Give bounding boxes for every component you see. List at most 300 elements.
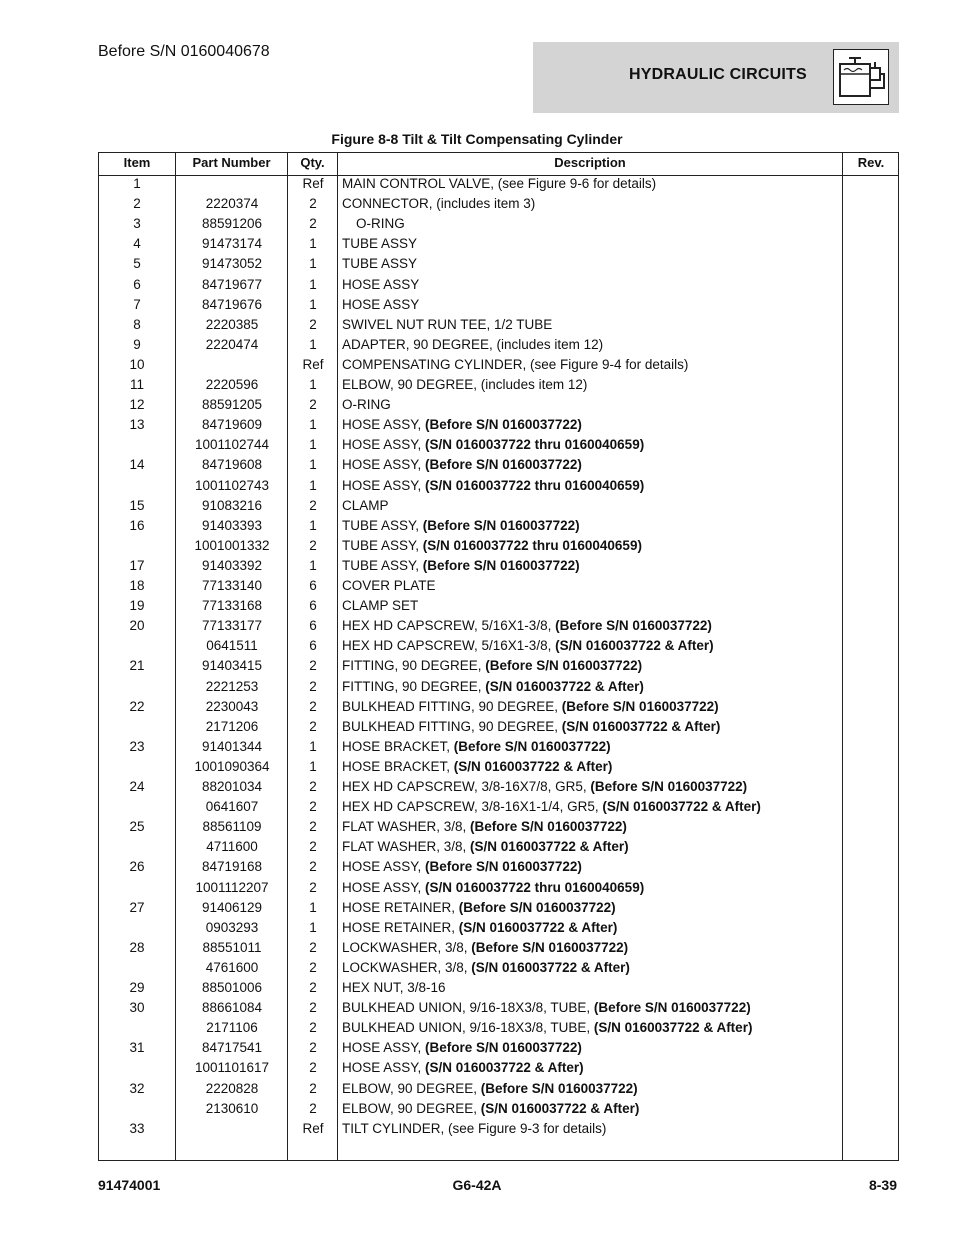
table-row [99,296,898,316]
table-row [99,235,898,255]
part-number: 0903293 [205,919,259,935]
quantity: 2 [309,1080,317,1096]
description [342,859,582,874]
part-number: 91083216 [201,497,263,513]
description-text: HEX HD CAPSCREW, 3/8-16X1-1/4, GR5, [342,799,603,815]
part-number: 91401344 [201,738,263,754]
part-number: 0641511 [206,638,258,654]
item-number: 10 [129,356,145,372]
table-row [99,678,898,698]
description-text: HOSE BRACKET, [342,758,454,774]
part-number: 84719677 [201,276,263,292]
quantity: 2 [309,819,317,835]
part-number: 84717541 [201,1040,263,1056]
description [342,538,642,553]
description-text: ELBOW, 90 DEGREE, [342,1100,481,1116]
quantity: 1 [309,919,317,935]
table-row [99,838,898,858]
description [342,960,630,975]
description-text: BULKHEAD UNION, 9/16-18X3/8, TUBE, [342,1020,594,1036]
description [342,940,628,955]
table-row [99,175,898,195]
table-row [99,1080,898,1100]
item-number: 25 [129,819,145,835]
description-text: HOSE ASSY, [342,417,426,433]
description-text: FLAT WASHER, 3/8, [342,839,471,855]
header-part-number: Part Number [192,155,271,170]
description-text: COMPENSATING CYLINDER, (see Figure 9-4 for details) [342,356,689,372]
table-row [99,597,898,617]
item-number: 1 [133,176,141,191]
description-text: HEX HD CAPSCREW, 3/8-16X7/8, GR5, [342,779,591,794]
description [342,578,436,593]
table-row [99,416,898,436]
page-number: 8-39 [868,1177,897,1193]
description-text: TUBE ASSY [342,236,418,252]
quantity: 6 [309,578,317,593]
quantity: 2 [309,216,317,232]
part-number: 1001090364 [194,758,270,774]
serial-range-note: (S/N 0160037722 & After) [561,718,721,734]
table-row [99,1059,898,1079]
quantity: 2 [309,779,317,794]
item-number: 8 [133,316,141,332]
description-text: HOSE RETAINER, [342,899,459,915]
part-number: 91403415 [201,658,263,674]
description-text: MAIN CONTROL VALVE, (see Figure 9-6 for details) [342,176,657,191]
description [342,799,761,814]
item-number: 5 [133,256,141,272]
description [342,277,419,292]
section-header-tab [533,42,899,113]
description [342,478,644,493]
description [342,920,617,935]
part-number: 88201034 [201,779,263,794]
item-number: 22 [129,698,145,714]
table-row [99,798,898,818]
quantity: 2 [309,678,317,694]
item-number: 11 [129,377,144,392]
quantity: 1 [309,296,317,312]
description-text: O-RING [342,397,391,413]
quantity: 1 [309,758,317,774]
description [342,317,552,332]
description-text: ELBOW, 90 DEGREE, (includes item 12) [342,377,588,392]
table-row [99,537,898,557]
quantity: 2 [309,959,317,975]
description-text: FITTING, 90 DEGREE, [342,678,486,694]
description-text: BULKHEAD FITTING, 90 DEGREE, [342,718,562,734]
description-text: ELBOW, 90 DEGREE, [342,1080,481,1096]
serial-range-note: (S/N 0160037722 & After) [453,758,613,774]
table-row [99,356,898,376]
table-row [99,617,898,637]
table-row [99,316,898,336]
description [342,679,644,694]
part-number: 2220596 [205,377,259,392]
quantity: 6 [309,638,317,654]
description-text: BULKHEAD FITTING, 90 DEGREE, [342,698,562,714]
parts-table [98,152,899,1161]
item-number: 24 [129,779,145,794]
table-row [99,276,898,296]
table-row [99,758,898,778]
part-number: 84719608 [201,457,263,473]
hydraulic-reservoir-icon [833,49,889,105]
description [342,256,417,271]
quantity: 1 [309,517,317,533]
serial-range-note: (Before S/N 0160037722) [471,939,629,955]
figure-title: Figure 8-8 Tilt & Tilt Compensating Cylinder [331,131,623,147]
table-row [99,818,898,838]
part-number: 88551011 [202,939,262,955]
description-text: HOSE ASSY, [342,1060,426,1076]
description [342,1101,639,1116]
serial-range-note: (S/N 0160037722 & After) [458,919,618,935]
description-text: ADAPTER, 90 DEGREE, (includes item 12) [342,336,604,352]
quantity: 1 [309,417,317,433]
description-text: O-RING [356,216,405,232]
description-text: CONNECTOR, (includes item 3) [342,196,536,212]
description [342,739,611,754]
description [342,196,535,211]
description [342,518,580,533]
description-text: TUBE ASSY, [342,557,423,573]
item-number: 32 [129,1080,145,1096]
header-qty: Qty. [300,155,325,170]
table-row [99,1100,898,1120]
quantity: 2 [309,1060,317,1076]
item-number: 12 [129,397,145,413]
quantity: 2 [309,658,317,674]
part-number: 88561109 [202,819,262,835]
serial-range-note: (Before S/N 0160037722) [555,618,712,634]
table-row [99,858,898,878]
description [342,1040,582,1055]
quantity: 1 [309,377,317,392]
item-number: 15 [129,497,145,513]
table-row [99,738,898,758]
quantity: 1 [309,557,317,573]
description-text: FLAT WASHER, 3/8, [342,819,471,835]
serial-range-note: (S/N 0160037722 thru 0160040659) [425,879,645,895]
part-number: 91473052 [201,256,263,272]
part-number: 88591206 [201,216,263,232]
description-text: COVER PLATE [342,578,436,593]
description-text: TUBE ASSY [342,256,418,272]
item-number: 14 [129,457,145,473]
table-row [99,557,898,577]
table-row [99,255,898,275]
part-number: 77133177 [201,618,263,634]
description [342,357,688,372]
description [342,1020,752,1035]
quantity: 6 [309,598,317,614]
quantity: 6 [309,618,317,634]
serial-range-note: (Before S/N 0160037722) [480,1080,638,1096]
table-row [99,999,898,1019]
quantity: 2 [309,397,317,413]
section-title: HYDRAULIC CIRCUITS [629,66,807,83]
part-number: 84719676 [201,296,263,312]
table-row [99,718,898,738]
quantity: Ref [302,176,324,191]
description-text: HOSE RETAINER, [342,919,459,935]
item-number: 16 [129,517,145,533]
description-text: HOSE ASSY [342,296,420,312]
description-text: BULKHEAD UNION, 9/16-18X3/8, TUBE, [342,1000,594,1016]
quantity: 2 [309,316,317,332]
part-number: 2220828 [205,1080,259,1096]
description [342,880,644,895]
quantity: 1 [309,899,317,915]
description [342,297,419,312]
table-row [99,376,898,396]
table-row [99,979,898,999]
quantity: 2 [309,497,317,513]
part-number: 84719168 [201,859,263,875]
quantity: 2 [309,1040,317,1056]
item-number: 31 [129,1040,145,1056]
part-number: 4711600 [206,839,258,855]
item-number: 9 [133,336,141,352]
table-row [99,456,898,476]
description-text: HOSE ASSY, [342,457,426,473]
description-text: HOSE ASSY, [342,1040,426,1056]
description [342,980,446,995]
quantity: 2 [309,1000,317,1016]
serial-range-note: (Before S/N 0160037722) [422,517,580,533]
quantity: 2 [309,879,317,895]
description [342,638,714,653]
item-number: 23 [129,738,145,754]
quantity: Ref [302,1120,324,1136]
serial-range-note: (Before S/N 0160037722) [422,557,580,573]
description [342,176,656,191]
serial-range-note: (S/N 0160037722 thru 0160040659) [422,537,642,553]
item-number: 7 [133,296,141,312]
table-row [99,1039,898,1059]
table-row [99,517,898,537]
serial-range-note: (Before S/N 0160037722) [590,779,748,794]
header-description: Description [554,155,626,170]
quantity: 1 [309,477,317,493]
part-number: 2220385 [205,316,259,332]
model-number: G6-42A [452,1177,502,1193]
part-number: 91473174 [201,236,263,252]
description [342,598,418,613]
description-text: HOSE ASSY, [342,859,426,875]
quantity: 2 [309,859,317,875]
part-number: 77133168 [201,598,263,614]
description-text: SWIVEL NUT RUN TEE, 1/2 TUBE [342,316,553,332]
table-row [99,577,898,597]
part-number: 1001102744 [194,437,270,453]
item-number: 20 [129,618,145,634]
table-row [99,1019,898,1039]
description [342,759,612,774]
description-text: HEX HD CAPSCREW, 5/16X1-3/8, [342,638,556,654]
item-number: 28 [129,939,145,955]
description [342,1081,638,1096]
item-number: 13 [129,417,145,433]
part-number: 0641607 [205,799,259,815]
serial-range-note: (S/N 0160037722 & After) [470,839,629,855]
table-row [99,195,898,215]
description [342,699,719,714]
serial-range-note: (S/N 0160037722 & After) [425,1060,584,1076]
description-text: TUBE ASSY, [342,517,423,533]
description [342,457,582,472]
part-number: 77133140 [201,578,263,593]
part-number: 2171206 [205,718,259,734]
description-text: HOSE ASSY, [342,477,426,493]
serial-range-note: (S/N 0160037722 thru 0160040659) [425,477,645,493]
table-row [99,899,898,919]
table-row [99,698,898,718]
quantity: 1 [309,256,317,272]
part-number: 2220474 [205,336,259,352]
description [342,558,580,573]
description-text: HOSE ASSY [342,276,420,292]
serial-range-note: (Before S/N 0160037722) [425,1040,582,1056]
item-number: 4 [133,236,141,252]
serial-range-note: (Before S/N 0160037722) [593,1000,751,1016]
part-number: 2171106 [206,1020,258,1036]
table-row [99,879,898,899]
quantity: 2 [309,1020,317,1036]
item-number: 18 [129,578,145,593]
table-row [99,336,898,356]
description-text: HOSE ASSY, [342,879,426,895]
doc-number: 91474001 [98,1177,161,1193]
table-row [99,919,898,939]
description [342,437,644,452]
description [342,819,627,834]
part-number: 1001102743 [194,477,270,493]
quantity: 1 [309,457,317,473]
table-row [99,215,898,235]
quantity: 2 [309,1100,317,1116]
description [342,618,712,633]
description-text: TUBE ASSY, [342,537,423,553]
quantity: 1 [309,437,317,453]
part-number: 84719609 [201,417,263,433]
serial-range-note: (S/N 0160037722 & After) [602,799,761,815]
quantity: 1 [309,738,317,754]
serial-range-note: (Before S/N 0160037722) [425,859,582,875]
description [342,1121,606,1136]
serial-range-note: (S/N 0160037722 & After) [471,959,630,975]
item-number: 3 [133,216,141,232]
quantity: 2 [309,537,317,553]
description-text: CLAMP [342,497,389,513]
quantity: 2 [309,799,317,815]
part-number: 2221253 [205,678,259,694]
description-text: CLAMP SET [342,598,419,614]
description [342,236,417,251]
part-number: 88591205 [201,397,263,413]
part-number: 1001001332 [194,537,270,553]
table-row [99,396,898,416]
description-text: TILT CYLINDER, (see Figure 9-3 for details) [342,1120,607,1136]
description-text: HEX NUT, 3/8-16 [342,980,446,995]
serial-range-note: (Before S/N 0160037722) [485,658,643,674]
serial-range-note: (S/N 0160037722 & After) [555,638,714,654]
serial-range-note: (S/N 0160037722 & After) [593,1020,753,1036]
table-row [99,657,898,677]
part-number: 88501006 [201,980,263,995]
serial-note: Before S/N 0160040678 [98,43,270,60]
description-text: HOSE ASSY, [342,437,426,453]
table-row [99,778,898,798]
description [342,719,720,734]
description [342,900,616,915]
part-number: 91403393 [201,517,263,533]
description [342,397,391,412]
item-number: 29 [129,980,145,995]
serial-range-note: (Before S/N 0160037722) [425,417,582,433]
description-text: HEX HD CAPSCREW, 5/16X1-3/8, [342,618,556,634]
serial-range-note: (S/N 0160037722 & After) [485,678,644,694]
item-number: 26 [129,859,145,875]
item-number: 21 [129,658,145,674]
header-item: Item [123,155,151,170]
description [342,216,405,231]
quantity: Ref [302,356,324,372]
item-number: 27 [129,899,145,915]
description [342,839,629,854]
serial-range-note: (Before S/N 0160037722) [561,698,719,714]
table-row [99,436,898,456]
part-number: 88661084 [201,1000,263,1016]
description-text: FITTING, 90 DEGREE, [342,658,486,674]
item-number: 17 [129,557,145,573]
quantity: 1 [309,236,317,252]
serial-range-note: (Before S/N 0160037722) [453,738,611,754]
quantity: 1 [309,336,317,352]
description [342,377,587,392]
part-number: 2220374 [205,196,259,212]
part-number: 1001112207 [195,879,269,895]
description-text: LOCKWASHER, 3/8, [342,939,472,955]
table-row [99,1120,898,1140]
description [342,658,642,673]
serial-range-note: (Before S/N 0160037722) [470,819,627,835]
description [342,1000,751,1015]
part-number: 2230043 [205,698,259,714]
description-text: LOCKWASHER, 3/8, [342,959,472,975]
part-number: 1001101617 [194,1060,270,1076]
serial-range-note: (Before S/N 0160037722) [458,899,616,915]
description [342,779,747,794]
table-row [99,959,898,979]
description [342,337,603,352]
table-row [99,637,898,657]
item-number: 19 [129,598,145,614]
table-row [99,477,898,497]
item-number: 6 [133,276,141,292]
item-number: 2 [133,196,141,212]
part-number: 91406129 [201,899,263,915]
serial-range-note: (S/N 0160037722 thru 0160040659) [425,437,645,453]
serial-range-note: (S/N 0160037722 & After) [480,1100,640,1116]
table-row [99,497,898,517]
description [342,1060,584,1075]
quantity: 2 [309,980,317,995]
part-number: 2130610 [205,1100,259,1116]
item-number: 33 [129,1120,145,1136]
